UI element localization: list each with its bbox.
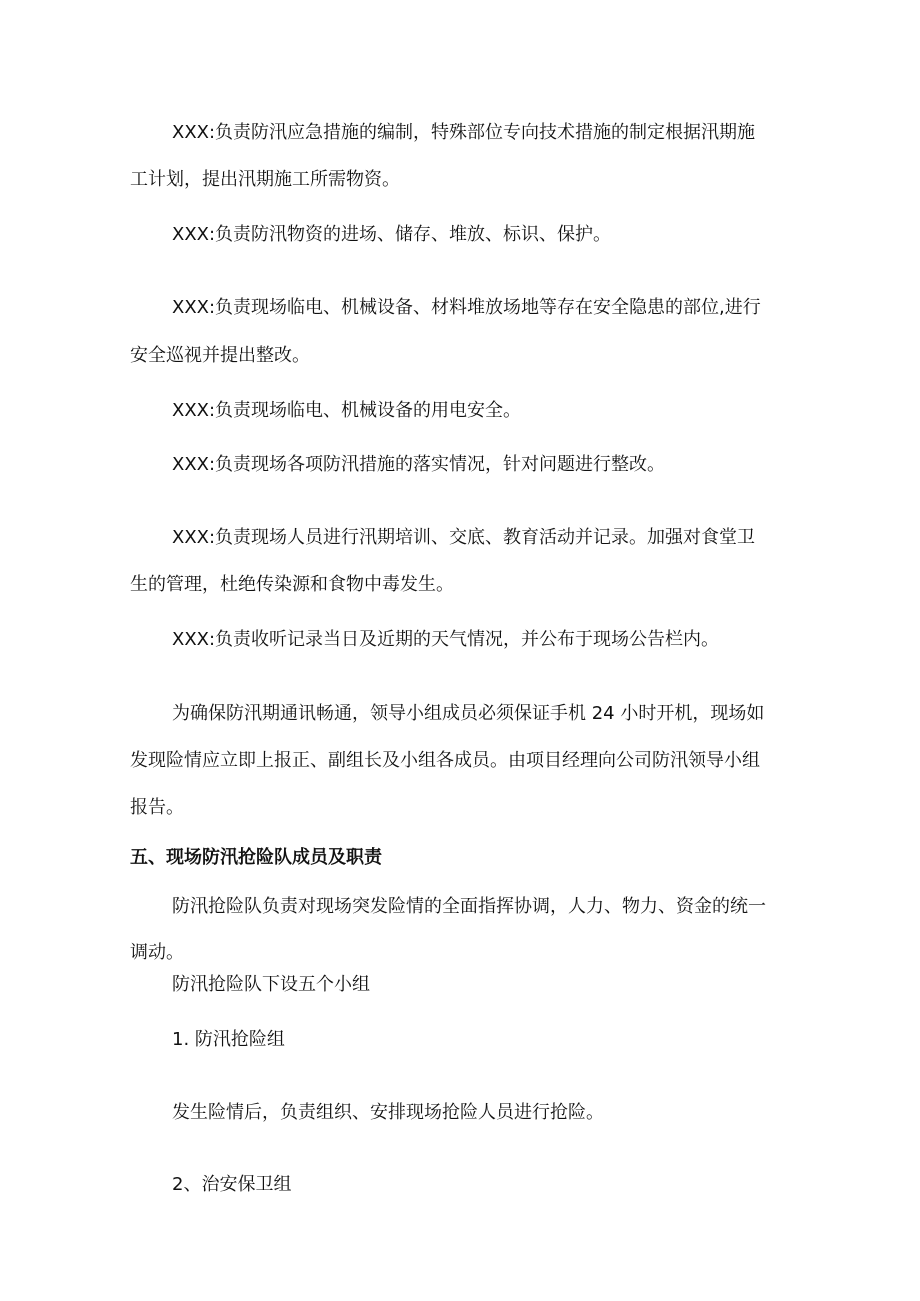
paragraph-line: XXX:负责现场各项防汛措施的落实情况，针对问题进行整改。 xyxy=(172,454,666,475)
paragraph-line: 发生险情后，负责组织、安排现场抢险人员进行抢险。 xyxy=(172,1102,604,1123)
paragraph-line: 报告。 xyxy=(130,797,184,818)
paragraph-line: 防汛抢险队下设五个小组 xyxy=(172,974,370,995)
paragraph-line: XXX:负责现场人员进行汛期培训、交底、教育活动并记录。加强对食堂卫 xyxy=(172,527,756,548)
paragraph-line: XXX:负责防汛应急措施的编制，特殊部位专向技术措施的制定根据汛期施 xyxy=(172,122,756,143)
paragraph-line: 生的管理，杜绝传染源和食物中毒发生。 xyxy=(130,574,454,595)
list-item-title: 1. 防汛抢险组 xyxy=(172,1029,285,1050)
paragraph-line: XXX:负责防汛物资的进场、储存、堆放、标识、保护。 xyxy=(172,224,612,245)
paragraph-line: XXX:负责现场临电、机械设备的用电安全。 xyxy=(172,400,522,421)
list-item-title: 2、治安保卫组 xyxy=(172,1174,292,1195)
paragraph-line: XXX:负责现场临电、机械设备、材料堆放场地等存在安全隐患的部位,进行 xyxy=(172,297,761,318)
paragraph-line: 防汛抢险队负责对现场突发险情的全面指挥协调，人力、物力、资金的统一 xyxy=(172,896,766,917)
paragraph-line: XXX:负责收听记录当日及近期的天气情况，并公布于现场公告栏内。 xyxy=(172,629,720,650)
paragraph-line: 发现险情应立即上报正、副组长及小组各成员。由项目经理向公司防汛领导小组 xyxy=(130,750,760,771)
paragraph-line: 安全巡视并提出整改。 xyxy=(130,345,310,366)
paragraph-line: 调动。 xyxy=(130,942,184,963)
section-heading: 五、现场防汛抢险队成员及职责 xyxy=(130,847,382,868)
paragraph-line: 为确保防汛期通讯畅通，领导小组成员必须保证手机 24 小时开机，现场如 xyxy=(172,703,765,724)
paragraph-line: 工计划，提出汛期施工所需物资。 xyxy=(130,169,400,190)
